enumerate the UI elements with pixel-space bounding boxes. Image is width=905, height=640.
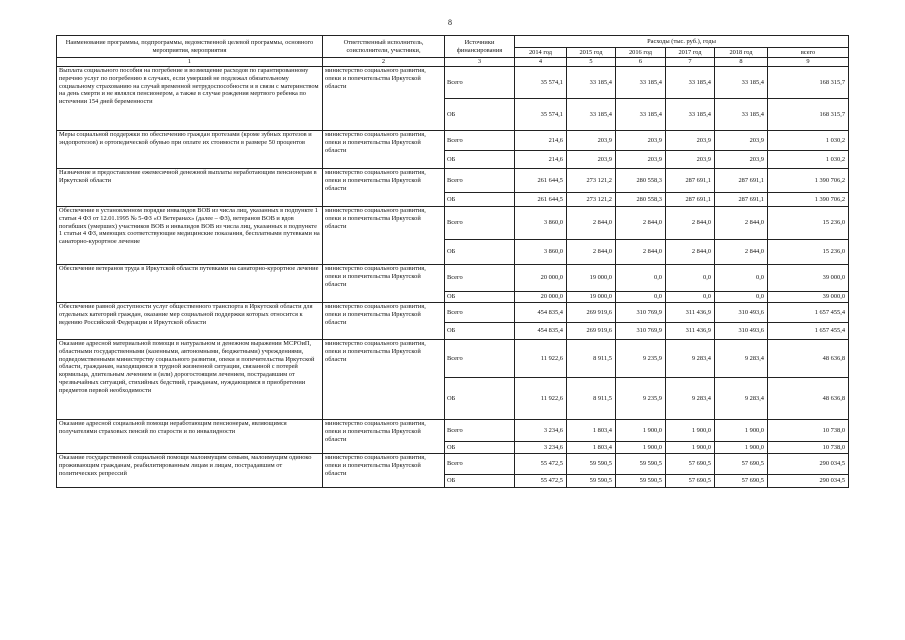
year-value: 0,0 [715,292,768,303]
year-value: 9 235,9 [616,340,666,378]
year-value: 1 900,0 [715,420,768,442]
year-value: 0,0 [715,265,768,292]
year-value: 33 185,4 [666,67,715,99]
year-value: 3 234,6 [515,420,567,442]
funding-source: ОБ [445,323,515,340]
year-value: 311 436,9 [666,303,715,323]
year-value: 311 436,9 [666,323,715,340]
year-value: 19 000,0 [567,265,616,292]
table-body [57,67,849,488]
total-value: 1 030,2 [768,151,849,169]
funding-source: ОБ [445,193,515,207]
header-year: 2018 год [715,48,768,58]
year-value: 273 121,2 [567,193,616,207]
year-value: 57 690,5 [666,454,715,475]
total-value: 15 236,0 [768,240,849,265]
header-year: 2016 год [616,48,666,58]
responsible-executor: министерство социального развития, опеки и попечительства Иркутской области [323,169,445,207]
funding-source: Всего [445,420,515,442]
total-value: 39 000,0 [768,265,849,292]
year-value: 55 472,5 [515,475,567,488]
column-number: 8 [715,58,768,67]
year-value: 57 690,5 [715,475,768,488]
funding-source: ОБ [445,240,515,265]
year-value: 203,9 [715,151,768,169]
year-value: 59 590,5 [567,475,616,488]
funding-source: Всего [445,67,515,99]
year-value: 33 185,4 [715,99,768,131]
year-value: 11 922,6 [515,340,567,378]
program-name: Оказание адресной социальной помощи неработающим пенсионерам, являющимся получателями страховых пенсий по старости и по инвалидности [57,420,323,454]
column-number: 4 [515,58,567,67]
total-value: 168 315,7 [768,67,849,99]
year-value: 1 900,0 [616,420,666,442]
year-value: 1 900,0 [666,442,715,454]
year-value: 2 844,0 [567,240,616,265]
year-value: 3 860,0 [515,240,567,265]
year-value: 2 844,0 [666,207,715,240]
header-source: Источники финансирования [445,36,515,58]
column-number: 5 [567,58,616,67]
column-number: 3 [445,58,515,67]
responsible-executor: министерство социального развития, опеки и попечительства Иркутской области [323,131,445,169]
expenses-table [56,35,849,488]
year-value: 2 844,0 [616,240,666,265]
funding-source: Всего [445,454,515,475]
year-value: 273 121,2 [567,169,616,193]
total-value: 1 657 455,4 [768,303,849,323]
column-number: 6 [616,58,666,67]
header-year: 2015 год [567,48,616,58]
total-value: 1 390 706,2 [768,169,849,193]
year-value: 203,9 [666,151,715,169]
program-name: Меры социальной поддержки по обеспечению граждан протезами (кроме зубных протезов и эндопротезов) и ортопедической обувью при оплате их стоимости в размере 50 процентов [57,131,323,169]
funding-source: Всего [445,169,515,193]
year-value: 203,9 [715,131,768,151]
responsible-executor: министерство социального развития, опеки и попечительства Иркутской области [323,67,445,131]
year-value: 33 185,4 [715,67,768,99]
header-year: 2014 год [515,48,567,58]
program-name: Выплата социального пособия на погребение и возмещение расходов по гарантированному перечню услуг по погребению в случаях, если умерший не подлежал обязательному социальному страхованию на случай временной нетрудоспособности и в связи с материнством на день смерти и не являлся пенсионером, а также в случае рождения мертвого ребенка по истечении 154 дней беременности [57,67,323,131]
year-value: 9 283,4 [666,378,715,420]
responsible-executor: министерство социального развития, опеки и попечительства Иркутской области [323,420,445,454]
total-value: 1 390 706,2 [768,193,849,207]
table-row [57,454,849,475]
year-value: 269 919,6 [567,323,616,340]
page-number: 8 [448,18,452,27]
year-value: 310 769,9 [616,303,666,323]
year-value: 19 000,0 [567,292,616,303]
total-value: 48 636,8 [768,340,849,378]
year-value: 454 835,4 [515,303,567,323]
funding-source: ОБ [445,99,515,131]
table-row [57,340,849,378]
funding-source: Всего [445,265,515,292]
year-value: 2 844,0 [715,207,768,240]
year-value: 203,9 [666,131,715,151]
year-value: 55 472,5 [515,454,567,475]
total-value: 1 657 455,4 [768,323,849,340]
year-value: 0,0 [666,292,715,303]
year-value: 9 235,9 [616,378,666,420]
header-expenses: Расходы (тыс. руб.), годы [515,36,849,48]
funding-source: Всего [445,207,515,240]
program-name: Назначение и предоставление ежемесячной денежной выплаты неработающим пенсионерам в Иркутской области [57,169,323,207]
year-value: 0,0 [666,265,715,292]
program-name: Оказание государственной социальной помощи малоимущим семьям, малоимущим одиноко проживающим гражданам, реабилитированным лицам и лицам, пострадавшим от политических репрессий [57,454,323,488]
year-value: 59 590,5 [567,454,616,475]
funding-source: Всего [445,131,515,151]
year-value: 454 835,4 [515,323,567,340]
year-value: 20 000,0 [515,292,567,303]
total-value: 1 030,2 [768,131,849,151]
funding-source: ОБ [445,151,515,169]
year-value: 1 900,0 [616,442,666,454]
year-value: 2 844,0 [666,240,715,265]
year-value: 280 558,3 [616,193,666,207]
table-row [57,67,849,99]
year-value: 35 574,1 [515,67,567,99]
total-value: 168 315,7 [768,99,849,131]
funding-source: Всего [445,340,515,378]
year-value: 310 493,6 [715,303,768,323]
header-responsible: Ответственный исполнитель, соисполнители, участники, [323,36,445,58]
total-value: 10 738,0 [768,420,849,442]
year-value: 57 690,5 [666,475,715,488]
program-name: Обеспечение ветеранов труда в Иркутской области путевками на санаторно-курортное лечение [57,265,323,303]
year-value: 59 590,5 [616,475,666,488]
year-value: 35 574,1 [515,99,567,131]
total-value: 290 034,5 [768,475,849,488]
year-value: 2 844,0 [715,240,768,265]
year-value: 8 911,5 [567,340,616,378]
year-value: 287 691,1 [715,169,768,193]
funding-source: Всего [445,303,515,323]
year-value: 1 900,0 [666,420,715,442]
responsible-executor: министерство социального развития, опеки и попечительства Иркутской области [323,303,445,340]
year-value: 203,9 [616,131,666,151]
total-value: 290 034,5 [768,454,849,475]
year-value: 8 911,5 [567,378,616,420]
table-row [57,131,849,151]
year-value: 57 690,5 [715,454,768,475]
table-row [57,265,849,292]
funding-source: ОБ [445,442,515,454]
year-value: 203,9 [616,151,666,169]
year-value: 33 185,4 [567,67,616,99]
table-row [57,303,849,323]
year-value: 2 844,0 [567,207,616,240]
year-value: 287 691,1 [666,193,715,207]
year-value: 0,0 [616,265,666,292]
program-name: Оказание адресной материальной помощи в натуральном и денежном выражении МСРОиП, областными государственными (казенными, автономными, бюджетными) учреждениями, подведомственными министерству социального развития, опеки и попечительства Иркутской области, гражданам, находящимся в трудной жизненной ситуации, связанной с потерей кормильца, длительным лечением и (или) дорогостоящим лечением, пострадавшим от чрезвычайных ситуаций, стихийных бедствий, гражданам, нуждающимся в приобретении предметов первой необходимости [57,340,323,420]
year-value: 214,6 [515,131,567,151]
year-value: 203,9 [567,131,616,151]
year-value: 33 185,4 [616,99,666,131]
total-value: 48 636,8 [768,378,849,420]
column-numbers-row [57,58,849,67]
year-value: 9 283,4 [715,340,768,378]
funding-source: ОБ [445,292,515,303]
program-name: Обеспечение в установленном порядке инвалидов ВОВ из числа лиц, указанных в подпункте 1 статьи 4 ФЗ от 12.01.1995 № 5-ФЗ «О Ветеранах» (далее – ФЗ), ветеранов ВОВ и вдов погибших (умерших) участников ВОВ и инвалидов ВОВ из числа лиц, указанных в подпункте 1 статьи 4 ФЗ, имеющих соответствующие медицинские показания, бесплатными путевками на санаторно-курортное лечение [57,207,323,265]
year-value: 0,0 [616,292,666,303]
year-value: 11 922,6 [515,378,567,420]
funding-source: ОБ [445,378,515,420]
column-number: 7 [666,58,715,67]
column-number: 9 [768,58,849,67]
total-value: 15 236,0 [768,207,849,240]
total-value: 10 738,0 [768,442,849,454]
year-value: 9 283,4 [666,340,715,378]
year-value: 310 769,9 [616,323,666,340]
year-value: 1 900,0 [715,442,768,454]
table-row [57,420,849,442]
year-value: 261 644,5 [515,193,567,207]
header-year: 2017 год [666,48,715,58]
year-value: 33 185,4 [616,67,666,99]
year-value: 3 860,0 [515,207,567,240]
year-value: 269 919,6 [567,303,616,323]
responsible-executor: министерство социального развития, опеки и попечительства Иркутской области [323,207,445,265]
total-value: 39 000,0 [768,292,849,303]
column-number: 1 [57,58,323,67]
responsible-executor: министерство социального развития, опеки и попечительства Иркутской области [323,265,445,303]
year-value: 33 185,4 [567,99,616,131]
year-value: 287 691,1 [666,169,715,193]
year-value: 1 803,4 [567,442,616,454]
year-value: 9 283,4 [715,378,768,420]
year-value: 203,9 [567,151,616,169]
year-value: 2 844,0 [616,207,666,240]
header-year: всего [768,48,849,58]
year-value: 1 803,4 [567,420,616,442]
year-value: 33 185,4 [666,99,715,131]
year-value: 3 234,6 [515,442,567,454]
year-value: 287 691,1 [715,193,768,207]
table-row [57,207,849,240]
table-row [57,169,849,193]
year-value: 59 590,5 [616,454,666,475]
year-value: 214,6 [515,151,567,169]
header-program: Наименование программы, подпрограммы, ведомственной целевой программы, основного мероприятия, мероприятия [57,36,323,58]
responsible-executor: министерство социального развития, опеки и попечительства Иркутской области [323,454,445,488]
program-name: Обеспечение равной доступности услуг общественного транспорта в Иркутской области для отдельных категорий граждан, оказание мер социальной поддержки которых относится к ведению Российской Федерации и Иркутской области [57,303,323,340]
column-number: 2 [323,58,445,67]
funding-source: ОБ [445,475,515,488]
responsible-executor: министерство социального развития, опеки и попечительства Иркутской области [323,340,445,420]
year-value: 310 493,6 [715,323,768,340]
year-value: 280 558,3 [616,169,666,193]
year-value: 261 644,5 [515,169,567,193]
year-value: 20 000,0 [515,265,567,292]
